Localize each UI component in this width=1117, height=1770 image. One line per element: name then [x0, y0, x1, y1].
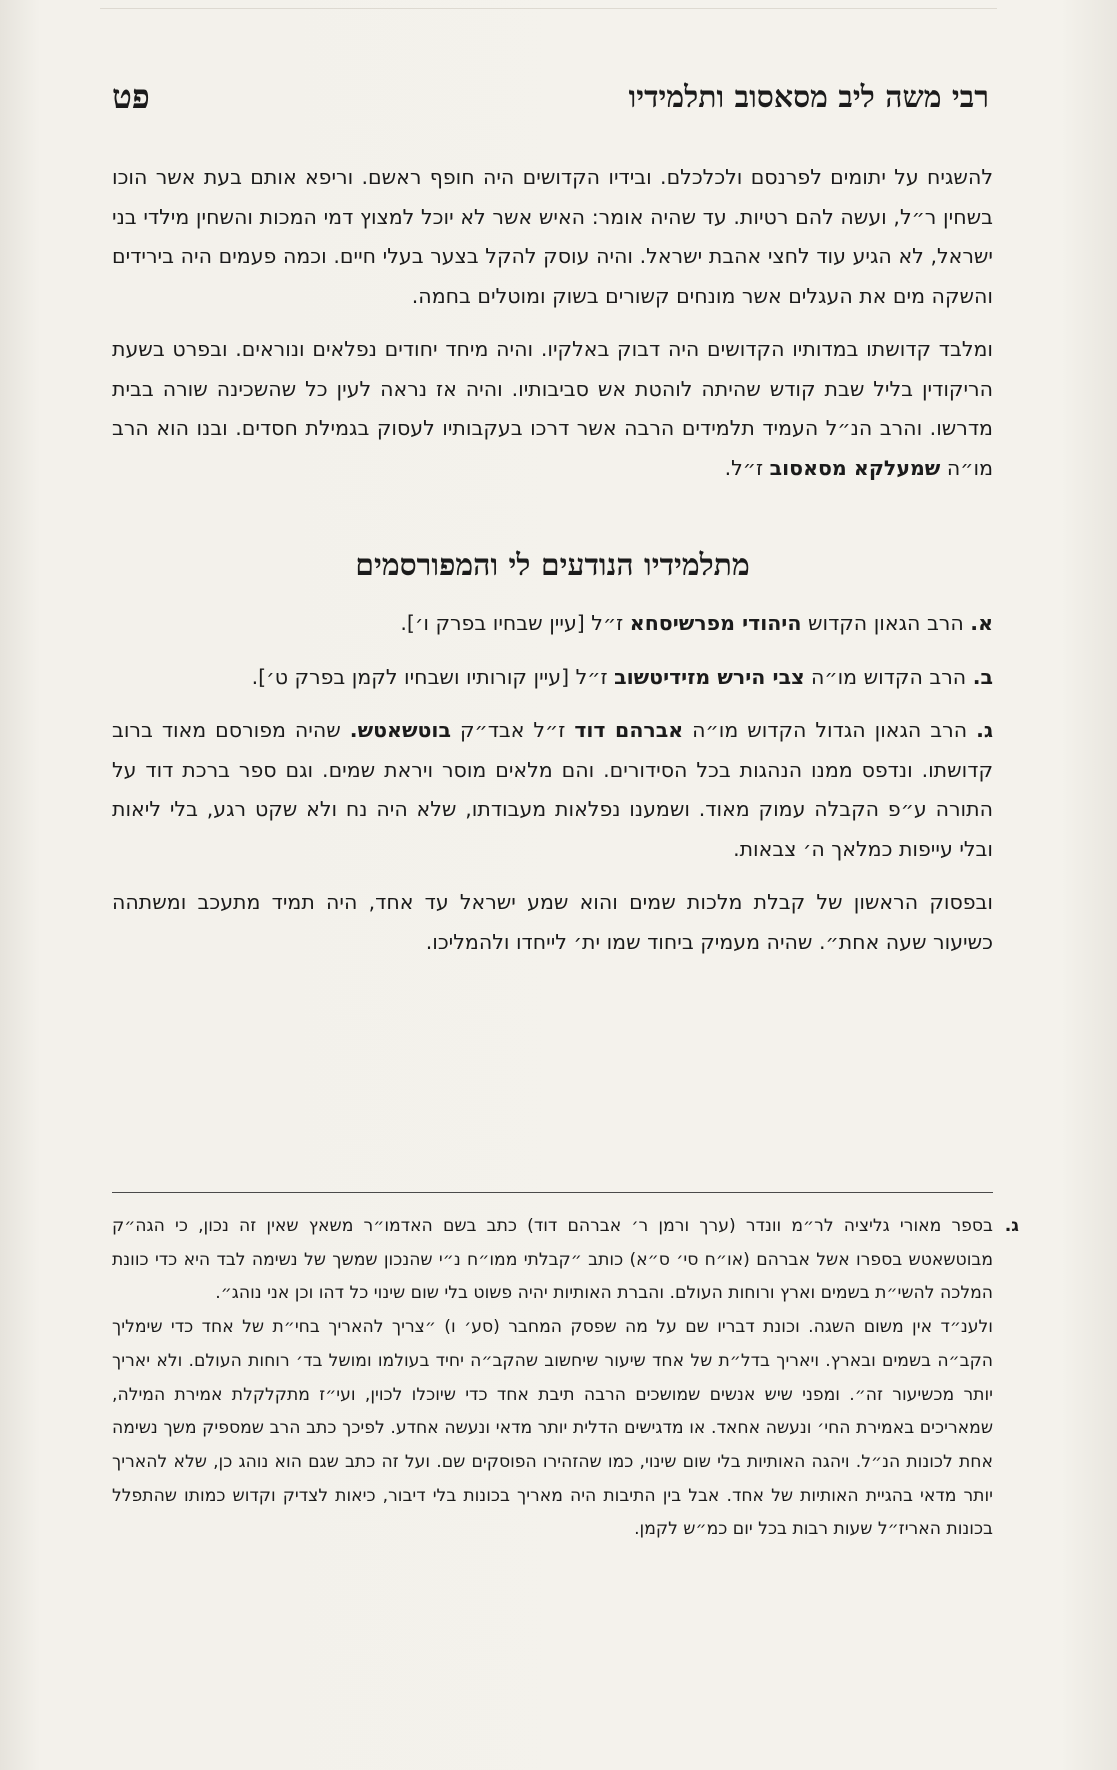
paragraph-2-text: ומלבד קדושתו במדותיו הקדושים היה דבוק באלקיו. והיה מיחד יחודים נפלאים ונוראים. ובפרט בשעת הריקודין בליל שבת קודש שהיתה לוהטת אש סביבותיו. והיה אז נראה לעין כל שהשכינה שורה בבית מדרשו. והרב הנ״ל העמיד תלמידים הרבה אשר דרכו בעקבותיו לעסוק בגמילת חסדים. ובנו הוא הרב מו״ה: [112, 337, 993, 480]
list-item-name: צבי הירש מזידיטשוב: [614, 664, 805, 689]
footnote-paragraph-1: בספר מאורי גליציה לר״מ וונדר (ערך ורמן ר׳ אברהם דוד) כתב בשם האדמו״ר משאץ שאין זה נכון, כי הגה״ק מבוטשאטש בספרו אשל אברהם (או״ח סי׳ ס״א) כותב ״קבלתי ממו״ח נ״י שהנכון שמשך של נשימה לבד היא כדי כוונת המלכה להשי״ת בשמים וארץ ורוחות העולם. והברת האותיות יהיה פשוט בלי שום שינוי כל דהו וכן אני נוהג״.: [112, 1216, 993, 1304]
list-item-text: הרב הגאון הגדול הקדוש מו״ה: [683, 718, 977, 742]
list-item-letter: ב.: [972, 664, 993, 689]
list-item-text: ז״ל אבד״ק: [450, 718, 575, 742]
list-item-name: אברהם דוד: [574, 718, 684, 742]
paragraph-2-end: ז״ל.: [724, 455, 770, 480]
footnotes: [112, 1210, 1019, 1547]
list-item-name: היהודי מפרשיסחא: [629, 611, 802, 635]
paragraph-last: ובפסוק הראשון של קבלת מלכות שמים והוא שמע ישראל עד אחד, היה תמיד מתעכב ומשתהה כשיעור שעה אחת״. שהיה מעמיק ביחוד שמו ית׳ לייחדו ולהמליכו.: [112, 890, 993, 954]
list-item-a: [112, 604, 993, 644]
footnote-paragraph-2: ולענ״ד אין משום השגה. וכונת דבריו שם על מה שפסק המחבר (סע׳ ו) ״צריך להאריך בחי״ת של אחד כדי שימליך הקב״ה בשמים ובארץ. ויאריך בדל״ת של אחד שיעור שיחשוב שהקב״ה יחיד בעולמו ומושל בד׳ רוחות העולם. ולא יאריך יותר מכשיעור זה״. ומפני שיש אנשים שמושכים הרבה תיבת אחד כדי שיוכלו לכוין, ועי״ז מתקלקלת אמירת המילה, שמאריכים באמירת החי׳ ונעשה אחאד. או מדגישים הדלית יותר מדאי ונעשה אחדע. לפיכך כתב הרב שמספיק משך נשימה אחת לכונות הנ״ל. ויהגה האותיות בלי שום שינוי, כמו שהזהירו הפוסקים שם. ועל זה כתב שגם הוא נוהג כן, שלא להאריך יותר מדאי בהגיית האותיות של אחד. אבל בין התיבות היה מאריך בכונות בלי דיבור, כיאות לצדיק וקדוש כמותו שהתפלל בכונות האריז״ל שעות רבות בכל יום כמ״ש לקמן.: [112, 1317, 993, 1540]
main-text: [112, 158, 993, 962]
list-item-text: ז״ל [עיין קורותיו ושבחיו לקמן בפרק ט׳].: [251, 664, 615, 689]
page-header: [112, 72, 989, 122]
page-top-edge: [100, 0, 997, 9]
list-item-g: [112, 711, 993, 869]
running-title: רבי משה ליב מסאסוב ותלמידיו: [628, 79, 989, 115]
footnote-divider: [112, 1192, 993, 1193]
paragraph-1: להשגיח על יתומים לפרנסם ולכלכלם. ובידיו הקדושים היה חופף ראשם. וריפא אותם בעת אשר הוכו בשחין ר״ל, ועשה להם רטיות. עד שהיה אומר: האיש אשר לא יוכל למצוץ דמי המכות והשחין מילדי בני ישראל, לא הגיע עוד לחצי אהבת ישראל. והיה עוסק להקל בצער בעלי חיים. וכמה פעמים היה בירידים והשקה מים את העגלים אשר מונחים קשורים בשוק ומוטלים בחמה.: [112, 165, 993, 308]
list-item-text: הרב הגאון הקדוש: [801, 611, 971, 635]
footnote-g: [112, 1210, 1019, 1547]
list-item-letter: ג.: [976, 718, 994, 742]
list-item-b: [112, 658, 993, 698]
list-item-text: שהיה מפורסם מאוד ברוב קדושתו. ונדפס ממנו הנהגות בכל הסידורים. והם מלאים מוסר ויראת שמים. וגם ספר ברכת דוד על התורה ע״פ הקבלה עמוק מאוד. ושמענו נפלאות מעבודתו, שלא היה נח ולא שקט רגע, בלי ליאות ובלי עייפות כמלאך ה׳ צבאות.: [112, 718, 993, 861]
footnote-marker: ג.: [1004, 1216, 1019, 1236]
list-item-place: בוטשאטש.: [349, 718, 451, 742]
list-item-text: ז״ל [עיין שבחיו בפרק ו׳].: [400, 611, 630, 635]
paragraph-2-bold-name: שמעלקא מסאסוב: [769, 455, 941, 480]
paragraph-2: [112, 330, 993, 488]
page-number: פט: [112, 77, 150, 116]
list-item-text: הרב הקדוש מו״ה: [804, 664, 973, 689]
list-item-letter: א.: [970, 611, 993, 635]
section-heading: מתלמידיו הנודעים לי והמפורסמים: [355, 548, 750, 583]
